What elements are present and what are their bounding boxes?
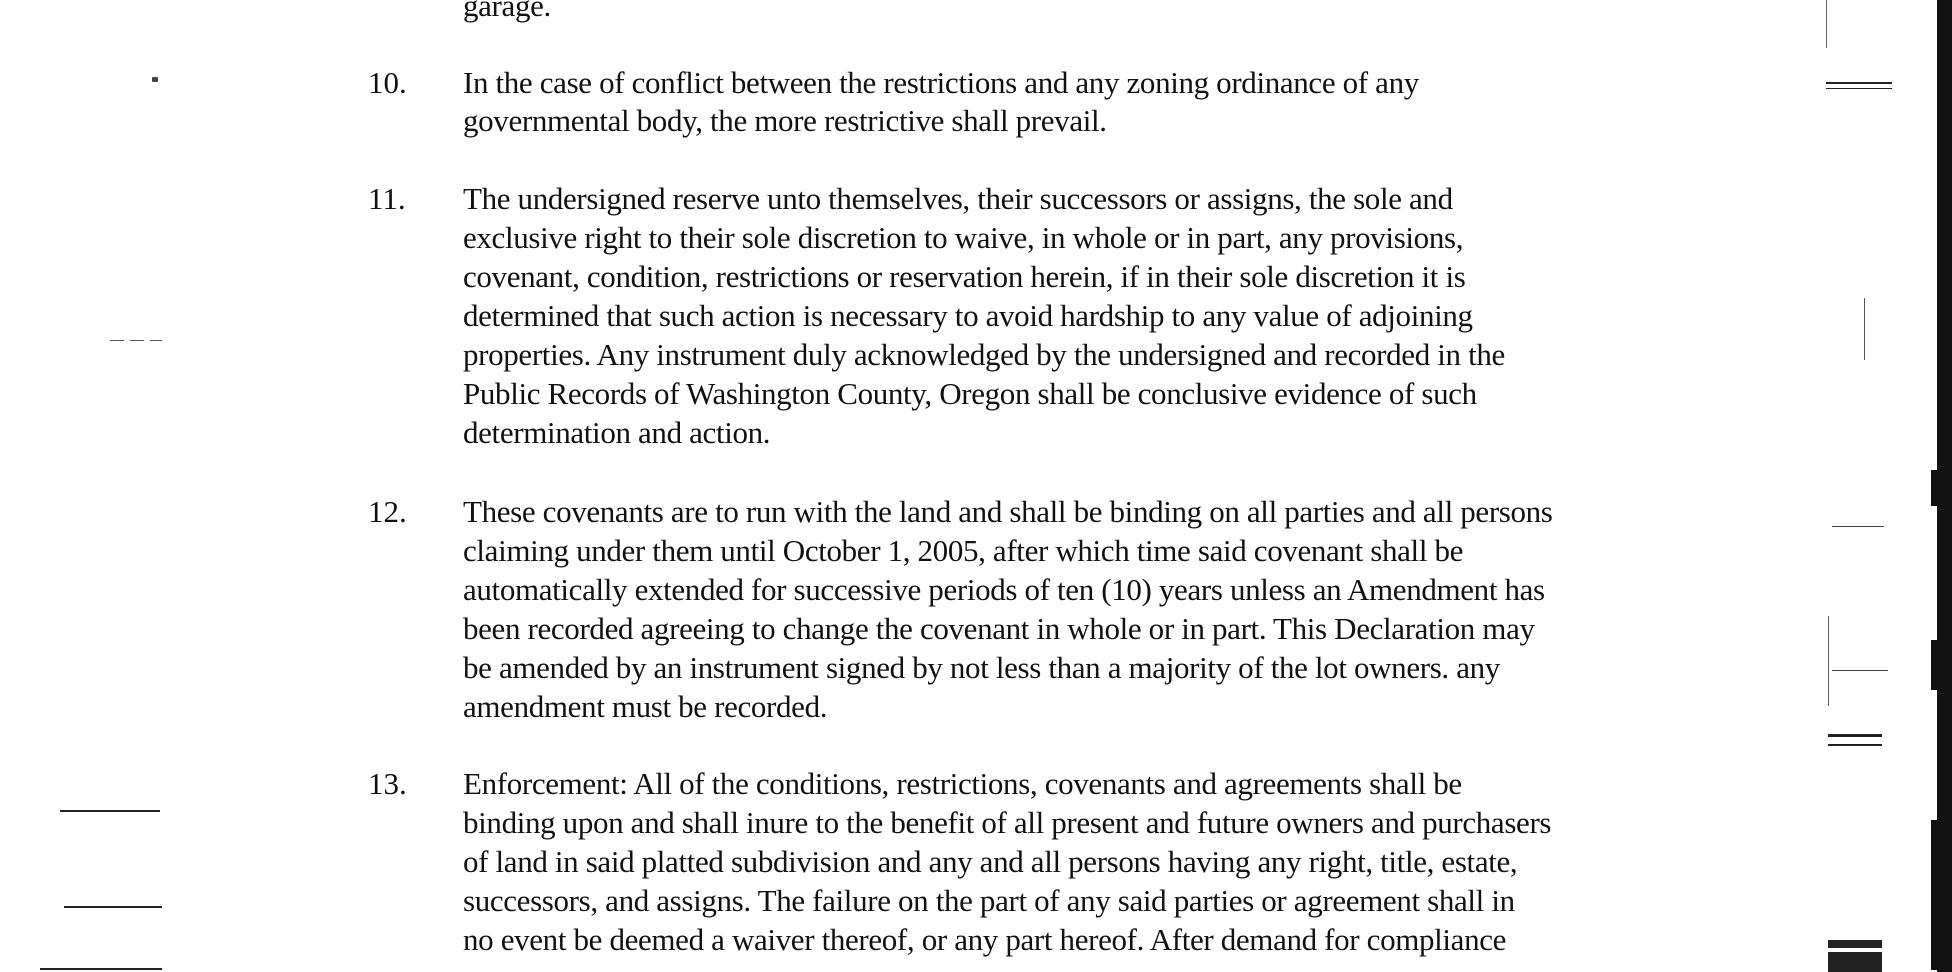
scanner-edge-notch [1931,820,1937,970]
margin-rule [1828,744,1882,746]
section-13-line: binding upon and shall inure to the benefit of all present and future owners and purchasers [463,805,1552,840]
section-11-line: covenant, condition, restrictions or reservation herein, if in their sole discretion it is [463,259,1466,294]
section-12-line: be amended by an instrument signed by not less than a majority of the lot owners. any [463,650,1500,685]
margin-dash [150,340,162,341]
section-12-line: been recorded agreeing to change the covenant in whole or in part. This Declaration may [463,611,1535,646]
section-11-line: determination and action. [463,415,771,450]
section-number-13: 13. [368,766,407,801]
section-12-line: amendment must be recorded. [463,689,828,724]
margin-rule [1826,82,1892,84]
scanner-edge-notch [1931,640,1937,690]
section-11-line: properties. Any instrument duly acknowledged by the undersigned and recorded in the [463,337,1505,372]
margin-block [1828,940,1882,948]
section-number-10: 10. [368,65,407,100]
top-text-fragment: garage. [463,0,551,23]
margin-dash [110,340,124,341]
margin-tick [1864,298,1865,360]
margin-tick [1828,616,1829,706]
scanner-edge-notch [1931,470,1937,506]
section-11-line: exclusive right to their sole discretion to waive, in whole or in part, any provisions, [463,220,1464,255]
margin-tick [1826,0,1827,48]
margin-rule [60,810,160,812]
margin-speck [152,77,158,82]
section-13-line: of land in said platted subdivision and any and all persons having any right, title, estate, [463,844,1518,879]
scanner-edge-strip [1937,0,1952,972]
section-12-line: These covenants are to run with the land and shall be binding on all parties and all persons [463,494,1553,529]
margin-rule [1826,88,1892,89]
section-13-line: successors, and assigns. The failure on the part of any said parties or agreement shall in [463,883,1515,918]
section-12-line: claiming under them until October 1, 2005, after which time said covenant shall be [463,533,1464,568]
margin-rule [1832,526,1884,527]
margin-rule [1832,670,1888,671]
margin-rule [64,906,162,908]
margin-rule [40,968,162,970]
section-11-line: Public Records of Washington County, Oregon shall be conclusive evidence of such [463,376,1477,411]
section-11-line: The undersigned reserve unto themselves, their successors or assigns, the sole and [463,181,1453,216]
section-number-11: 11. [368,181,406,216]
section-10-line: governmental body, the more restrictive shall prevail. [463,103,1107,138]
section-13-line: Enforcement: All of the conditions, restrictions, covenants and agreements shall be [463,766,1462,801]
margin-block [1828,952,1882,972]
section-10-line: In the case of conflict between the restrictions and any zoning ordinance of any [463,65,1419,100]
section-11-line: determined that such action is necessary to avoid hardship to any value of adjoining [463,298,1473,333]
margin-rule [1828,734,1882,737]
section-12-line: automatically extended for successive periods of ten (10) years unless an Amendment has [463,572,1545,607]
section-number-12: 12. [368,494,407,529]
margin-dash [130,340,144,341]
section-13-line: no event be deemed a waiver thereof, or any part hereof. After demand for compliance [463,922,1507,957]
